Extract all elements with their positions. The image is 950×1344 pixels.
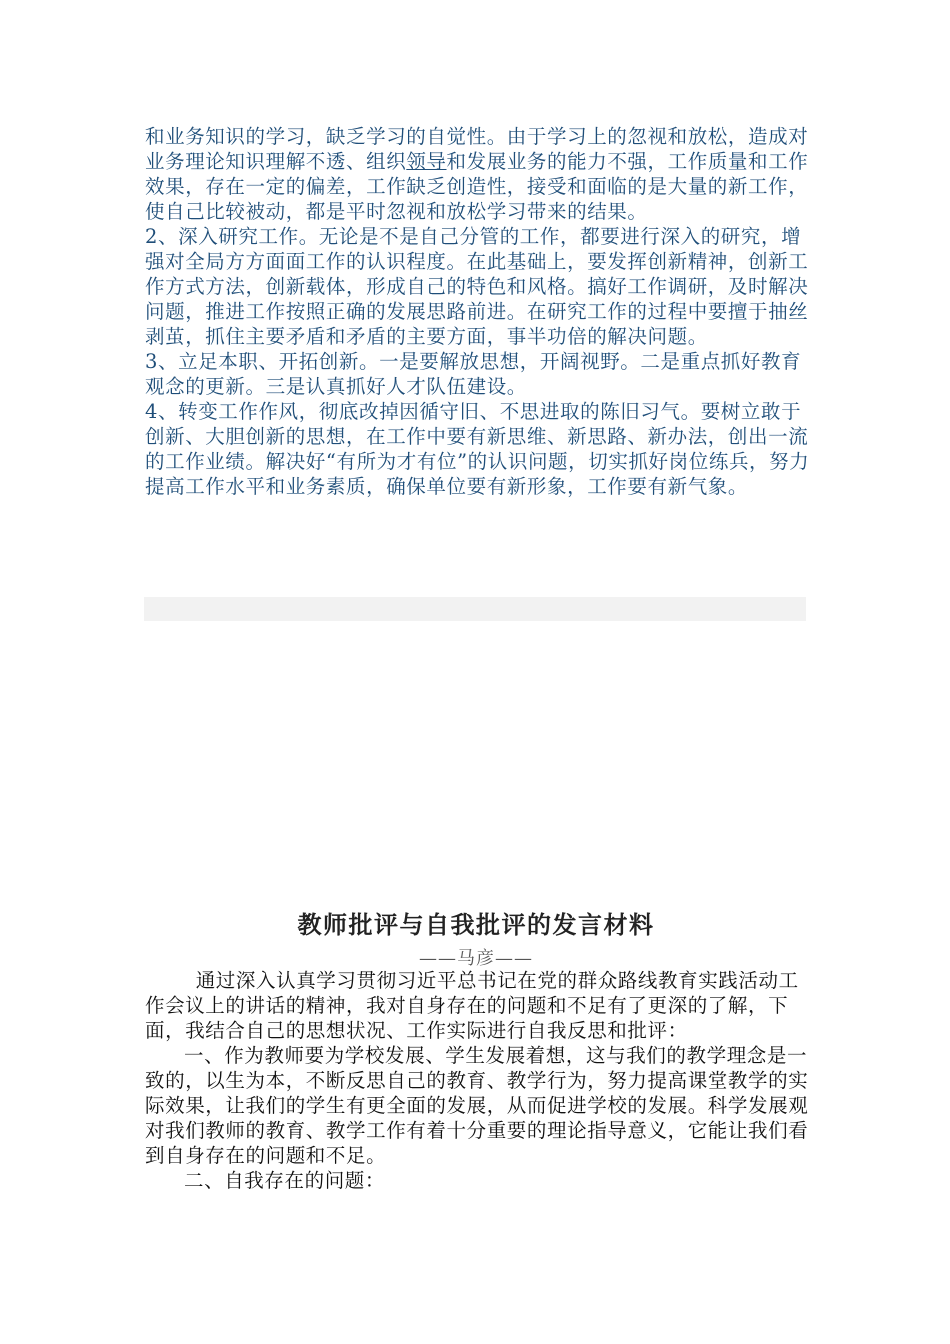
paragraph-innovation: 3、立足本职、开拓创新。一是要解放思想，开阔视野。二是重点抓好教育观念的更新。三是认真抓好人才队伍建设。 [145, 350, 802, 398]
leadership-link[interactable]: 领导 [406, 150, 447, 173]
section-one-paragraph: 一、作为教师要为学校发展、学生发展着想，这与我们的教学理念是一致的，以生为本，不断反思自己的教育、教学行为，努力提高课堂教学的实际效果，让我们的学生有更全面的发展，从而促进学校的发展。科学发展观对我们教师的教育、教学工作有着十分重要的理论指导意义，它能让我们看到自身存在的问题和不足。 [145, 1044, 809, 1167]
paragraph-research-work: 2、深入研究工作。无论是不是自己分管的工作，都要进行深入的研究，增强对全局方方面面工作的认识程度。在此基础上，要发挥创新精神，创新工作方式方法，创新载体，形成自己的特色和风格。搞好工作调研，及时解决问题，推进工作按照正确的发展思路前进。在研究工作的过程中要擅于抽丝剥茧，抓住主要矛盾和矛盾的主要方面，事半功倍的解决问题。 [145, 225, 809, 348]
intro-paragraph: 通过深入认真学习贯彻习近平总书记在党的群众路线教育实践活动工作会议上的讲话的精神，我对自身存在的问题和不足有了更深的了解，下面，我结合自己的思想状况、工作实际进行自我反思和批评： [145, 969, 799, 1042]
paragraph-work-style: 4、转变工作作风，彻底改掉因循守旧、不思进取的陈旧习气。要树立敢于创新、大胆创新的思想，在工作中要有新思维、新思路、新办法，创出一流的工作业绩。解决好“有所为才有位”的认识问题，切实抓好岗位练兵，努力提高工作水平和业务素质，确保单位要有新形象，工作要有新气象。 [145, 400, 810, 498]
paragraph-text: 和业务知识的学习，缺乏学习的自觉性。由于学习上的忽视和放松，造成对业务理论知识理解不透、组织 [145, 125, 809, 173]
document-author: ——马彦—— [419, 948, 533, 969]
paragraph-study-awareness [145, 124, 813, 224]
section-two-heading: 二、自我存在的问题： [184, 1169, 386, 1192]
paragraph-text: 和发展业务的能力不强，工作质量和工作效果，存在一定的偏差，工作缺乏创造性，接受和面临的是大量的新工作，使自己比较被动，都是平时忽视和放松学习带来的结果。 [145, 150, 809, 223]
section-divider-bar [144, 597, 806, 621]
previous-document-excerpt [145, 124, 813, 499]
document-title: 教师批评与自我批评的发言材料 [297, 910, 655, 939]
document-body [145, 968, 813, 1193]
